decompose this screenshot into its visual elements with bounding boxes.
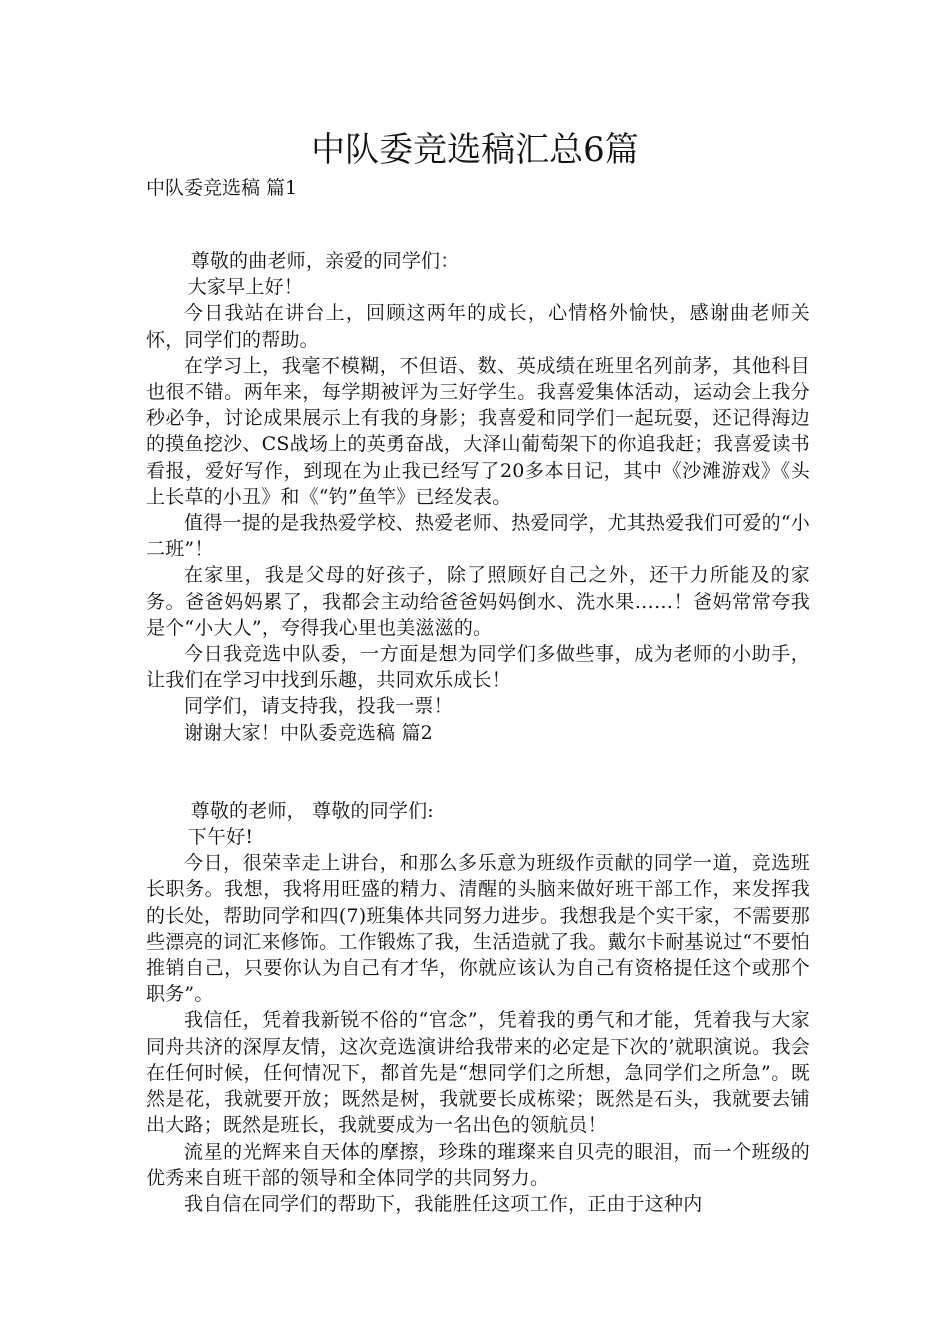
paragraph: 我自信在同学们的帮助下，我能胜任这项工作，正由于这种内 (184, 1192, 703, 1215)
paragraph: 在学习上，我毫不模糊，不但语、数、英成绩在班里名列前茅，其他科目也很不错。两年来，每学期被评为三好学生。我喜爱集体活动，运动会上我分秒必争，讨论成果展示上有我的身影；我喜爱和同学们一起玩耍，还记得海边的摸鱼挖沙、CS战场上的英勇奋战，大泽山葡萄架下的你追我赶；我喜爱读书看报，爱好写作，到现在为止我已经写了20多本日记，其中《沙滩游戏》《头上长草的小丑》和《“钓”鱼竿》已经发表。 (146, 354, 810, 508)
salutation: 尊敬的老师， 尊敬的同学们: (190, 799, 434, 822)
document-body (146, 248, 810, 1217)
paragraph: 值得一提的是我热爱学校、热爱老师、热爱同学，尤其热爱我们可爱的“小二班”！ (146, 512, 810, 561)
paragraph: 同学们，请支持我，投我一票！ (184, 695, 453, 718)
paragraph: 流星的光辉来自天体的摩擦，珍珠的璀璨来自贝壳的眼泪，而一个班级的优秀来自班干部的领导和全体同学的共同努力。 (146, 1140, 810, 1189)
paragraph: 我信任，凭着我新锐不俗的“官念”，凭着我的勇气和才能，凭着我与大家同舟共济的深厚友情，这次竞选演讲给我带来的必定是下次的’就职演说。我会在任何时候，任何情况下，都首先是“想同学们之所想，急同学们之所急”。既然是花，我就要开放；既然是树，我就要长成栋梁；既然是石头，我就要去铺出大路；既然是班长，我就要成为一名出色的领航员！ (146, 1009, 810, 1137)
paragraph: 在家里，我是父母的好孩子，除了照顾好自己之外，还干力所能及的家务。爸爸妈妈累了，我都会主动给爸爸妈妈倒水、洗水果……！爸妈常常夸我是个“小大人”，夸得我心里也美滋滋的。 (146, 564, 810, 639)
paragraph: 今日，很荣幸走上讲台，和那么多乐意为班级作贡献的同学一道，竞选班长职务。我想，我将用旺盛的精力、清醒的头脑来做好班干部工作，来发挥我的长处，帮助同学和四(7)班集体共同努力进步。我想我是个实干家，不需要那些漂亮的词汇来修饰。工作锻炼了我，生活造就了我。戴尔卡耐基说过“不要怕推销自己，只要你认为自己有才华，你就应该认为自己有资格提任这个或那个职务”。 (146, 852, 810, 1006)
salutation: 尊敬的曲老师，亲爱的同学们： (190, 250, 460, 272)
greeting: 大家早上好！ (187, 276, 303, 299)
greeting: 下午好! (187, 826, 254, 849)
section-gap (146, 746, 810, 798)
document-title: 中队委竞选稿汇总6篇 (311, 130, 639, 170)
section-heading: 中队委竞选稿 篇1 (146, 177, 298, 199)
paragraph: 今日我站在讲台上，回顾这两年的成长，心情格外愉快，感谢曲老师关怀，同学们的帮助。 (146, 302, 810, 351)
paragraph: 谢谢大家！中队委竞选稿 篇2 (184, 721, 433, 744)
paragraph: 今日我竞选中队委，一方面是想为同学们多做些事，成为老师的小助手，让我们在学习中找到乐趣，共同欢乐成长！ (146, 643, 810, 692)
